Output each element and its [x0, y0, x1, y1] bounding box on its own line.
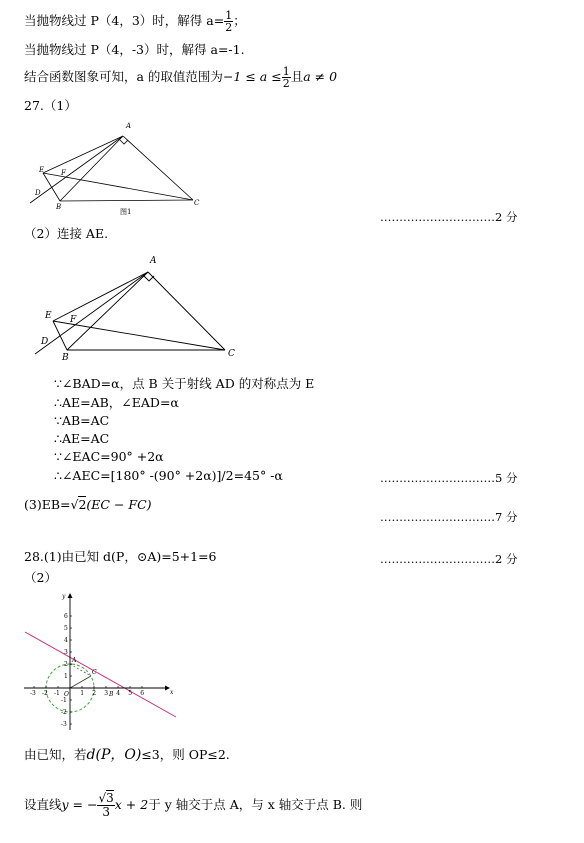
point-A-label: A — [72, 657, 77, 664]
y-tick-label: 2 — [64, 661, 68, 668]
sqrt-symbol: √2 — [70, 497, 87, 512]
score-3: …………………………7 分 — [380, 510, 518, 524]
line-AB — [25, 632, 176, 717]
text-line-dpo: 由已知，若d(P，O)≤3，则 OP≤2. — [24, 747, 230, 763]
point-C-label: C — [92, 669, 97, 676]
proof-step-1: ∵∠BAD=α，点 B 关于射线 AD 的对称点为 E — [54, 376, 315, 391]
x-tick-label: -1 — [54, 690, 60, 697]
fraction-sqrt3-over-3: $\frac{√3}{3}$ — [98, 791, 114, 819]
score-4: …………………………2 分 — [380, 552, 518, 566]
text-line-equation: 设直线y = − $\frac{√3}{3}$ x + 2于 y 轴交于点 A，与 x 轴交于点 B. 则 — [24, 791, 363, 819]
origin-label: O — [64, 691, 69, 698]
question-28-part-1: 28.(1)由已知 d(P，⊙A)=5+1=6 — [24, 549, 217, 564]
question-27-heading: 27.（1） — [24, 98, 77, 113]
y-tick-label: -3 — [61, 721, 67, 728]
fig1-label-A: A — [126, 122, 132, 130]
y-axis-arrow — [68, 593, 73, 598]
score-1: …………………………2 分 — [380, 210, 518, 224]
y-tick-label: -1 — [61, 697, 67, 704]
fraction-half-2: $\frac{1}{2}$ — [282, 65, 290, 90]
x-axis-label: x — [170, 689, 174, 696]
question-28-part-2: （2） — [24, 570, 57, 585]
question-27-part-2: （2）连接 AE. — [24, 226, 109, 241]
x-tick-label: -3 — [30, 690, 36, 697]
x-tick-label: -2 — [42, 690, 48, 697]
question-27-part-3: (3)EB=√2(EC − FC) — [24, 497, 152, 512]
segment-OC — [70, 676, 91, 688]
y-tick-label: 3 — [64, 649, 68, 656]
point-B-label: B — [109, 691, 114, 698]
fraction-half: $\frac{1}{2}$ — [225, 9, 233, 34]
fig1-label-F: F — [61, 169, 66, 177]
fig1-label-D: D — [35, 189, 41, 197]
proof-step-3: ∵AB=AC — [54, 413, 110, 428]
proof-step-6: ∴∠AEC=[180° -(90° +2α)]/2=45° -α — [54, 468, 283, 483]
segment-AC — [70, 664, 91, 676]
x-tick-label: 3 — [104, 690, 109, 697]
fig1-label-B: B — [56, 203, 62, 211]
score-2: …………………………5 分 — [380, 471, 518, 485]
fig2-label-C: C — [228, 349, 235, 359]
fig2-label-F: F — [70, 315, 77, 325]
inequality: −1 ≤ a ≤ — [222, 69, 282, 84]
x-tick-label: 1 — [80, 690, 85, 697]
x-tick-label: 5 — [128, 690, 133, 697]
line1-text: 当抛物线过 P（4，3）时，解得 a= — [24, 13, 225, 28]
fig2-label-A: A — [150, 256, 157, 266]
x-tick-label: 6 — [140, 690, 145, 697]
proof-step-5: ∵∠EAC=90° +2α — [54, 449, 164, 464]
y-tick-label: 5 — [64, 625, 68, 632]
proof-step-4: ∴AE=AC — [54, 431, 110, 446]
fig1-caption: 图1 — [120, 208, 132, 216]
fig2-label-D: D — [41, 337, 49, 347]
figure-1 — [25, 118, 225, 218]
y-tick-label: 4 — [64, 637, 68, 644]
fig2-label-E: E — [45, 311, 52, 321]
x-tick-label: 4 — [116, 690, 121, 697]
fig2-label-B: B — [62, 353, 69, 363]
text-line-1: 当抛物线过 P（4，3）时，解得 a= $\frac{1}{2}$ ； — [24, 9, 246, 34]
y-tick-label: -2 — [61, 709, 67, 716]
y-axis-label: y — [62, 593, 66, 600]
x-tick-label: 2 — [92, 690, 97, 697]
figure-2 — [30, 252, 270, 372]
text-line-2: 当抛物线过 P（4，-3）时，解得 a=-1. — [24, 42, 245, 57]
fig1-label-E: E — [39, 166, 45, 174]
proof-step-2: ∴AE=AB，∠EAD=α — [54, 395, 179, 410]
fig1-label-C: C — [194, 199, 200, 207]
y-tick-label: 6 — [64, 613, 68, 620]
coordinate-graph — [20, 590, 180, 740]
text-line-3: 结合函数图象可知，a 的取值范围为−1 ≤ a ≤ $\frac{1}{2}$ 且a ≠ 0 — [24, 65, 338, 90]
y-tick-label: 1 — [64, 673, 68, 680]
